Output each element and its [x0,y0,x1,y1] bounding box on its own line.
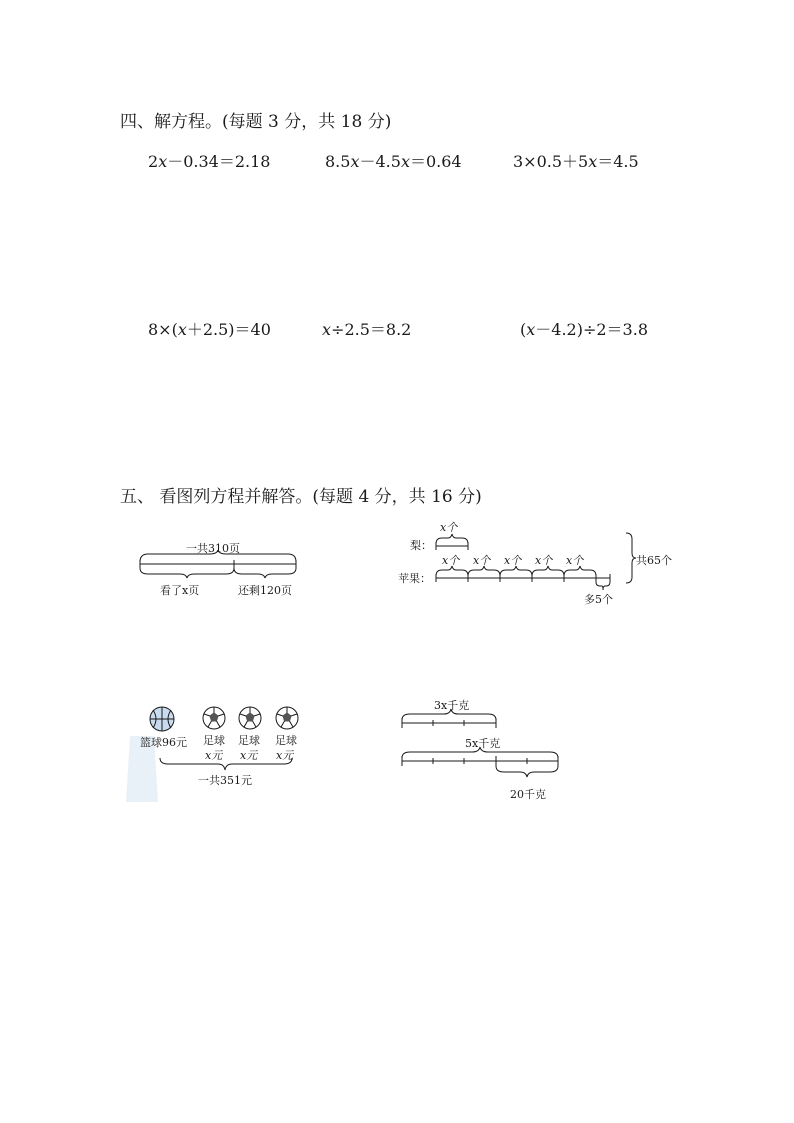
equation-6 [520,317,648,340]
fig2-apple-unit-3: x个 [504,554,522,567]
eq3-var: x [588,152,598,171]
fig3-football-label-2: 足球 [238,734,260,747]
fig3-price-label-1: x元 [205,749,223,762]
fig2-total-label: 共65个 [636,554,672,567]
eq4-part-a: 8×( [148,320,178,339]
equation-1 [148,149,270,172]
eq6-var: x [526,320,536,339]
eq5-part-b: ÷2.5＝8.2 [331,320,412,339]
fig3-total-label: 一共351元 [198,774,252,787]
football-icon-1 [201,705,227,731]
football-icon-2 [237,705,263,731]
fig2-apple-unit-1: x个 [442,554,460,567]
eq2-var-b: x [400,152,410,171]
fig2-pear-label: 梨： [410,539,432,552]
eq4-var: x [177,320,187,339]
section-5-title: 五、 看图列方程并解答。(每题 4 分，共 16 分) [120,487,482,507]
fig1-left-label: 还剩120页 [238,584,292,597]
equation-4 [148,317,271,340]
equation-2 [325,149,462,172]
fig3-football-label-1: 足球 [203,734,225,747]
eq3-part-b: ＝4.5 [597,152,639,171]
fig1-read-label: 看了x页 [160,584,200,597]
fig2-extra-label: 多5个 [584,593,613,606]
eq2-part-b: －4.5 [359,152,401,171]
fig1-total-label: 一共310页 [186,542,240,555]
fig2-apple-unit-2: x个 [473,554,491,567]
eq2-part-c: ＝0.64 [409,152,462,171]
football-icon-3 [274,705,300,731]
eq5-var: x [322,320,332,339]
fig3-price-label-2: x元 [240,749,258,762]
eq1-var: x [158,152,168,171]
fig3-football-label-3: 足球 [275,734,297,747]
eq1-part-a: 2 [148,152,159,171]
eq3-part-a: 3×0.5＋5 [513,152,589,171]
section-4-title: 四、解方程。(每题 3 分，共 18 分) [120,112,392,132]
fig4-bottom-bar [400,744,564,780]
eq6-part-b: －4.2)÷2＝3.8 [535,320,649,339]
fig4-bottom-label: 5x千克 [465,737,501,750]
fig4-diff-label: 20千克 [510,788,546,801]
eq2-part-a: 8.5 [325,152,351,171]
eq6-part-a: ( [520,320,527,339]
fig2-pear-unit-label: x个 [440,521,458,534]
equation-5 [322,317,411,340]
equation-3 [513,149,639,172]
fig4-top-label: 3x千克 [434,699,470,712]
fig2-apple-label: 苹果： [398,572,431,585]
fig2-apple-unit-5: x个 [566,554,584,567]
fig2-pear-bar [434,532,474,552]
eq4-part-b: ＋2.5)＝40 [186,320,271,339]
fig2-apple-unit-4: x个 [535,554,553,567]
fig1-diagram [138,550,300,585]
eq1-part-b: －0.34＝2.18 [167,152,271,171]
basketball-icon [148,705,176,733]
fig4-top-bar [400,706,504,734]
fig3-basketball-label: 篮球96元 [140,736,187,749]
fig3-price-label-3: x元 [276,749,294,762]
eq2-var-a: x [350,152,360,171]
fig2-apple-bar [434,562,624,592]
